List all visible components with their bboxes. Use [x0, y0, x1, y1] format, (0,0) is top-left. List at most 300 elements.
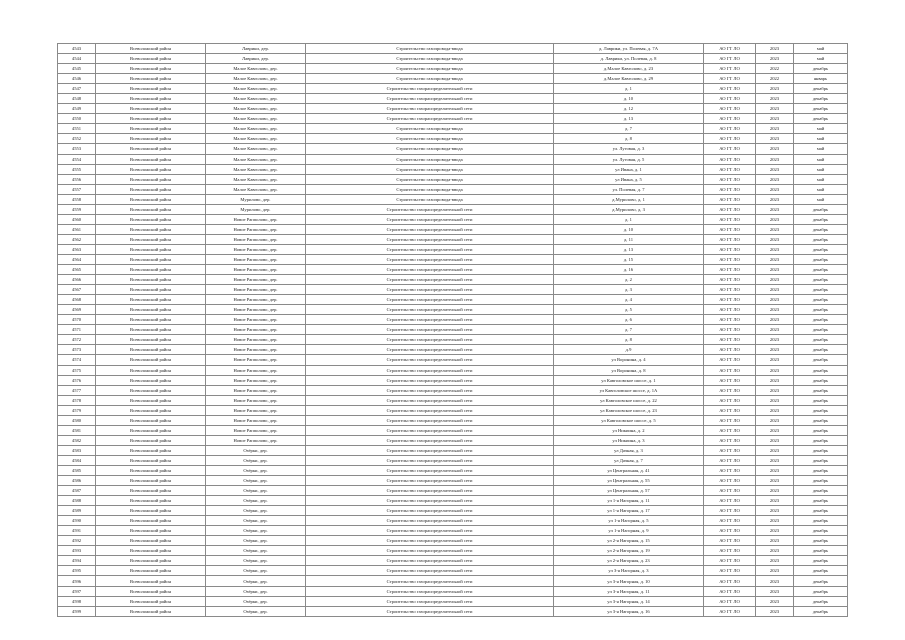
month-cell: декабрь: [794, 425, 848, 435]
table-row: [58, 94, 848, 104]
row-number: 4574: [58, 355, 96, 365]
district-cell: Всеволожский район: [96, 435, 206, 445]
table-row: [58, 184, 848, 194]
year-cell: 2023: [756, 506, 794, 516]
organization-cell: АО ГТ ЛО: [704, 385, 756, 395]
district-cell: Всеволожский район: [96, 64, 206, 74]
row-number: 4576: [58, 375, 96, 385]
year-cell: 2023: [756, 566, 794, 576]
month-cell: декабрь: [794, 275, 848, 285]
address-cell: д. 8: [554, 134, 704, 144]
district-cell: Всеволожский район: [96, 114, 206, 124]
settlement-cell: Озёрки, дер.: [206, 526, 306, 536]
row-number: 4587: [58, 486, 96, 496]
work-type-cell: Строительство газораспределительной сети: [306, 114, 554, 124]
row-number: 4560: [58, 214, 96, 224]
work-type-cell: Строительство газопровода-ввода: [306, 164, 554, 174]
work-type-cell: Строительство газораспределительной сети: [306, 204, 554, 214]
month-cell: декабрь: [794, 254, 848, 264]
organization-cell: АО ГТ ЛО: [704, 395, 756, 405]
year-cell: 2023: [756, 435, 794, 445]
address-cell: д. 15: [554, 254, 704, 264]
organization-cell: АО ГТ ЛО: [704, 546, 756, 556]
settlement-cell: Новое Рапполово, дер.: [206, 224, 306, 234]
month-cell: декабрь: [794, 576, 848, 586]
year-cell: 2023: [756, 556, 794, 566]
table-row: [58, 365, 848, 375]
month-cell: декабрь: [794, 305, 848, 315]
month-cell: декабрь: [794, 94, 848, 104]
district-cell: Всеволожский район: [96, 214, 206, 224]
district-cell: Всеволожский район: [96, 134, 206, 144]
address-cell: ул 2-я Нагорная, д. 23: [554, 556, 704, 566]
document-page: [57, 43, 847, 617]
month-cell: декабрь: [794, 395, 848, 405]
address-cell: ул Кавголовское шоссе, д. 22: [554, 395, 704, 405]
settlement-cell: Новое Рапполово, дер.: [206, 214, 306, 224]
district-cell: Всеволожский район: [96, 154, 206, 164]
district-cell: Всеволожский район: [96, 506, 206, 516]
month-cell: май: [794, 44, 848, 54]
address-cell: ул Кавголовское шоссе, д. 1: [554, 375, 704, 385]
work-type-cell: Строительство газораспределительной сети: [306, 325, 554, 335]
address-cell: ул Никиина, д. 2: [554, 425, 704, 435]
year-cell: 2023: [756, 254, 794, 264]
table-row: [58, 556, 848, 566]
row-number: 4577: [58, 385, 96, 395]
settlement-cell: Малое Кавголово, дер.: [206, 64, 306, 74]
year-cell: 2023: [756, 596, 794, 606]
organization-cell: АО ГТ ЛО: [704, 375, 756, 385]
row-number: 4579: [58, 405, 96, 415]
address-cell: ул Ивана, д. 5: [554, 174, 704, 184]
row-number: 4558: [58, 194, 96, 204]
organization-cell: АО ГТ ЛО: [704, 305, 756, 315]
table-row: [58, 486, 848, 496]
organization-cell: АО ГТ ЛО: [704, 285, 756, 295]
month-cell: декабрь: [794, 415, 848, 425]
work-type-cell: Строительство газопровода-ввода: [306, 124, 554, 134]
organization-cell: АО ГТ ЛО: [704, 435, 756, 445]
row-number: 4573: [58, 345, 96, 355]
table-row: [58, 275, 848, 285]
address-cell: д. 10: [554, 224, 704, 234]
month-cell: декабрь: [794, 315, 848, 325]
year-cell: 2023: [756, 184, 794, 194]
table-row: [58, 506, 848, 516]
year-cell: 2023: [756, 295, 794, 305]
work-type-cell: Строительство газораспределительной сети: [306, 345, 554, 355]
settlement-cell: Озёрки, дер.: [206, 556, 306, 566]
row-number: 4594: [58, 556, 96, 566]
year-cell: 2023: [756, 84, 794, 94]
district-cell: Всеволожский район: [96, 244, 206, 254]
organization-cell: АО ГТ ЛО: [704, 586, 756, 596]
organization-cell: АО ГТ ЛО: [704, 516, 756, 526]
table-row: [58, 144, 848, 154]
table-row: [58, 84, 848, 94]
settlement-cell: Новое Рапполово, дер.: [206, 385, 306, 395]
settlement-cell: Новое Рапполово, дер.: [206, 355, 306, 365]
year-cell: 2023: [756, 234, 794, 244]
address-cell: ул 3-я Нагорная, д. 11: [554, 586, 704, 596]
work-type-cell: Строительство газопровода-ввода: [306, 154, 554, 164]
settlement-cell: Озёрки, дер.: [206, 506, 306, 516]
district-cell: Всеволожский район: [96, 74, 206, 84]
organization-cell: АО ГТ ЛО: [704, 184, 756, 194]
settlement-cell: Малое Кавголово, дер.: [206, 124, 306, 134]
work-type-cell: Строительство газораспределительной сети: [306, 526, 554, 536]
district-cell: Всеволожский район: [96, 395, 206, 405]
address-cell: д. 13: [554, 114, 704, 124]
year-cell: 2023: [756, 244, 794, 254]
work-type-cell: Строительство газопровода-ввода: [306, 134, 554, 144]
year-cell: 2023: [756, 315, 794, 325]
month-cell: декабрь: [794, 365, 848, 375]
district-cell: Всеволожский район: [96, 224, 206, 234]
address-cell: д.Мурилово, д. 3: [554, 204, 704, 214]
year-cell: 2023: [756, 526, 794, 536]
district-cell: Всеволожский район: [96, 536, 206, 546]
work-type-cell: Строительство газораспределительной сети: [306, 536, 554, 546]
settlement-cell: Новое Рапполово, дер.: [206, 405, 306, 415]
table-row: [58, 445, 848, 455]
month-cell: декабрь: [794, 506, 848, 516]
row-number: 4566: [58, 275, 96, 285]
table-row: [58, 325, 848, 335]
row-number: 4548: [58, 94, 96, 104]
settlement-cell: Малое Кавголово, дер.: [206, 184, 306, 194]
address-cell: д. 5: [554, 305, 704, 315]
table-row: [58, 375, 848, 385]
table-row: [58, 194, 848, 204]
organization-cell: АО ГТ ЛО: [704, 265, 756, 275]
year-cell: 2023: [756, 355, 794, 365]
year-cell: 2022: [756, 74, 794, 84]
settlement-cell: Озёрки, дер.: [206, 546, 306, 556]
work-type-cell: Строительство газораспределительной сети: [306, 254, 554, 264]
row-number: 4589: [58, 506, 96, 516]
address-cell: ул Воронина, д. 4: [554, 355, 704, 365]
address-cell: ул Ивана, д. 1: [554, 164, 704, 174]
organization-cell: АО ГТ ЛО: [704, 224, 756, 234]
work-type-cell: Строительство газораспределительной сети: [306, 465, 554, 475]
district-cell: Всеволожский район: [96, 174, 206, 184]
district-cell: Всеволожский район: [96, 606, 206, 616]
district-cell: Всеволожский район: [96, 204, 206, 214]
row-number: 4578: [58, 395, 96, 405]
month-cell: декабрь: [794, 405, 848, 415]
address-cell: ул Кавголовское шоссе, д. 23: [554, 405, 704, 415]
settlement-cell: Озёрки, дер.: [206, 486, 306, 496]
month-cell: декабрь: [794, 265, 848, 275]
address-cell: д. 1: [554, 214, 704, 224]
settlement-cell: Лаврики, дер.: [206, 54, 306, 64]
organization-cell: АО ГТ ЛО: [704, 335, 756, 345]
row-number: 4592: [58, 536, 96, 546]
district-cell: Всеволожский район: [96, 496, 206, 506]
address-cell: д. 16: [554, 265, 704, 275]
year-cell: 2023: [756, 285, 794, 295]
district-cell: Всеволожский район: [96, 234, 206, 244]
organization-cell: АО ГТ ЛО: [704, 64, 756, 74]
table-row: [58, 476, 848, 486]
year-cell: 2023: [756, 194, 794, 204]
month-cell: май: [794, 174, 848, 184]
table-row: [58, 335, 848, 345]
work-type-cell: Строительство газораспределительной сети: [306, 586, 554, 596]
row-number: 4597: [58, 586, 96, 596]
year-cell: 2023: [756, 415, 794, 425]
work-type-cell: Строительство газораспределительной сети: [306, 395, 554, 405]
work-type-cell: Строительство газораспределительной сети: [306, 244, 554, 254]
year-cell: 2023: [756, 365, 794, 375]
district-cell: Всеволожский район: [96, 385, 206, 395]
work-type-cell: Строительство газораспределительной сети: [306, 556, 554, 566]
table-row: [58, 455, 848, 465]
table-row: [58, 355, 848, 365]
work-type-cell: Строительство газораспределительной сети: [306, 486, 554, 496]
table-row: [58, 435, 848, 445]
address-cell: ул 3-я Нагорная, д. 3: [554, 566, 704, 576]
settlement-cell: Новое Рапполово, дер.: [206, 325, 306, 335]
work-type-cell: Строительство газораспределительной сети: [306, 305, 554, 315]
table-row: [58, 204, 848, 214]
address-cell: ул Дачная, д. 3: [554, 445, 704, 455]
row-number: 4544: [58, 54, 96, 64]
organization-cell: АО ГТ ЛО: [704, 405, 756, 415]
year-cell: 2023: [756, 54, 794, 64]
organization-cell: АО ГТ ЛО: [704, 104, 756, 114]
table-row: [58, 214, 848, 224]
row-number: 4563: [58, 244, 96, 254]
district-cell: Всеволожский район: [96, 455, 206, 465]
work-type-cell: Строительство газопровода-ввода: [306, 44, 554, 54]
district-cell: Всеволожский район: [96, 546, 206, 556]
organization-cell: АО ГТ ЛО: [704, 214, 756, 224]
work-type-cell: Строительство газораспределительной сети: [306, 94, 554, 104]
year-cell: 2023: [756, 455, 794, 465]
month-cell: декабрь: [794, 476, 848, 486]
row-number: 4588: [58, 496, 96, 506]
organization-cell: АО ГТ ЛО: [704, 486, 756, 496]
month-cell: декабрь: [794, 84, 848, 94]
year-cell: 2023: [756, 265, 794, 275]
district-cell: Всеволожский район: [96, 285, 206, 295]
district-cell: Всеволожский район: [96, 275, 206, 285]
organization-cell: АО ГТ ЛО: [704, 114, 756, 124]
work-type-cell: Строительство газопровода-ввода: [306, 144, 554, 154]
year-cell: 2023: [756, 486, 794, 496]
district-cell: Всеволожский район: [96, 104, 206, 114]
work-type-cell: Строительство газопровода-ввода: [306, 74, 554, 84]
settlement-cell: Новое Рапполово, дер.: [206, 234, 306, 244]
year-cell: 2023: [756, 335, 794, 345]
settlement-cell: Новое Рапполово, дер.: [206, 425, 306, 435]
year-cell: 2023: [756, 516, 794, 526]
month-cell: декабрь: [794, 465, 848, 475]
work-type-cell: Строительство газораспределительной сети: [306, 375, 554, 385]
year-cell: 2023: [756, 476, 794, 486]
row-number: 4543: [58, 44, 96, 54]
work-type-cell: Строительство газораспределительной сети: [306, 435, 554, 445]
row-number: 4568: [58, 295, 96, 305]
month-cell: май: [794, 54, 848, 64]
table-row: [58, 114, 848, 124]
organization-cell: АО ГТ ЛО: [704, 54, 756, 64]
organization-cell: АО ГТ ЛО: [704, 84, 756, 94]
row-number: 4570: [58, 315, 96, 325]
year-cell: 2023: [756, 305, 794, 315]
organization-cell: АО ГТ ЛО: [704, 506, 756, 516]
table-row: [58, 536, 848, 546]
district-cell: Всеволожский район: [96, 516, 206, 526]
month-cell: январь: [794, 74, 848, 84]
district-cell: Всеволожский район: [96, 445, 206, 455]
district-cell: Всеволожский район: [96, 355, 206, 365]
organization-cell: АО ГТ ЛО: [704, 576, 756, 586]
year-cell: 2023: [756, 154, 794, 164]
settlement-cell: Озёрки, дер.: [206, 606, 306, 616]
year-cell: 2023: [756, 445, 794, 455]
table-row: [58, 124, 848, 134]
address-cell: ул 2-я Нагорная, д. 19: [554, 546, 704, 556]
year-cell: 2023: [756, 325, 794, 335]
row-number: 4553: [58, 144, 96, 154]
work-type-cell: Строительство газораспределительной сети: [306, 496, 554, 506]
table-row: [58, 315, 848, 325]
district-cell: Всеволожский район: [96, 465, 206, 475]
settlement-cell: Малое Кавголово, дер.: [206, 84, 306, 94]
row-number: 4557: [58, 184, 96, 194]
address-cell: д.9: [554, 345, 704, 355]
year-cell: 2023: [756, 576, 794, 586]
row-number: 4595: [58, 566, 96, 576]
address-cell: д. Лаврики, ул. Полевая, д. 8: [554, 54, 704, 64]
settlement-cell: Новое Рапполово, дер.: [206, 365, 306, 375]
row-number: 4555: [58, 164, 96, 174]
organization-cell: АО ГТ ЛО: [704, 124, 756, 134]
year-cell: 2023: [756, 124, 794, 134]
address-cell: д. Лаврики, ул. Полевая, д. 7А: [554, 44, 704, 54]
month-cell: декабрь: [794, 104, 848, 114]
table-row: [58, 415, 848, 425]
row-number: 4580: [58, 415, 96, 425]
month-cell: декабрь: [794, 445, 848, 455]
organization-cell: АО ГТ ЛО: [704, 606, 756, 616]
settlement-cell: Новое Рапполово, дер.: [206, 244, 306, 254]
settlement-cell: Озёрки, дер.: [206, 496, 306, 506]
address-cell: д. 2: [554, 275, 704, 285]
year-cell: 2023: [756, 496, 794, 506]
district-cell: Всеволожский район: [96, 486, 206, 496]
year-cell: 2023: [756, 425, 794, 435]
work-type-cell: Строительство газопровода-ввода: [306, 54, 554, 64]
work-type-cell: Строительство газораспределительной сети: [306, 104, 554, 114]
organization-cell: АО ГТ ЛО: [704, 496, 756, 506]
gasification-schedule-table: [57, 43, 848, 617]
row-number: 4547: [58, 84, 96, 94]
settlement-cell: Новое Рапполово, дер.: [206, 265, 306, 275]
organization-cell: АО ГТ ЛО: [704, 315, 756, 325]
organization-cell: АО ГТ ЛО: [704, 275, 756, 285]
organization-cell: АО ГТ ЛО: [704, 194, 756, 204]
year-cell: 2023: [756, 375, 794, 385]
organization-cell: АО ГТ ЛО: [704, 345, 756, 355]
year-cell: 2023: [756, 345, 794, 355]
address-cell: ул 3-я Нагорная, д. 10: [554, 576, 704, 586]
table-row: [58, 305, 848, 315]
month-cell: декабрь: [794, 204, 848, 214]
address-cell: д. 10: [554, 94, 704, 104]
row-number: 4554: [58, 154, 96, 164]
month-cell: май: [794, 164, 848, 174]
organization-cell: АО ГТ ЛО: [704, 476, 756, 486]
organization-cell: АО ГТ ЛО: [704, 144, 756, 154]
settlement-cell: Озёрки, дер.: [206, 566, 306, 576]
district-cell: Всеволожский район: [96, 124, 206, 134]
settlement-cell: Озёрки, дер.: [206, 455, 306, 465]
settlement-cell: Малое Кавголово, дер.: [206, 154, 306, 164]
address-cell: ул Кавголовское шоссе, д. 1А: [554, 385, 704, 395]
settlement-cell: Мурилово, дер.: [206, 204, 306, 214]
year-cell: 2023: [756, 214, 794, 224]
table-row: [58, 596, 848, 606]
work-type-cell: Строительство газораспределительной сети: [306, 234, 554, 244]
district-cell: Всеволожский район: [96, 335, 206, 345]
district-cell: Всеволожский район: [96, 94, 206, 104]
settlement-cell: Малое Кавголово, дер.: [206, 144, 306, 154]
table-row: [58, 44, 848, 54]
month-cell: декабрь: [794, 285, 848, 295]
address-cell: д. 12: [554, 104, 704, 114]
row-number: 4545: [58, 64, 96, 74]
month-cell: декабрь: [794, 455, 848, 465]
address-cell: д. 4: [554, 295, 704, 305]
row-number: 4584: [58, 455, 96, 465]
month-cell: декабрь: [794, 244, 848, 254]
district-cell: Всеволожский район: [96, 556, 206, 566]
year-cell: 2023: [756, 94, 794, 104]
settlement-cell: Новое Рапполово, дер.: [206, 345, 306, 355]
table-row: [58, 566, 848, 576]
month-cell: декабрь: [794, 295, 848, 305]
table-row: [58, 64, 848, 74]
row-number: 4583: [58, 445, 96, 455]
settlement-cell: Лаврики, дер.: [206, 44, 306, 54]
month-cell: декабрь: [794, 375, 848, 385]
address-cell: ул. Луговая, д. 5: [554, 154, 704, 164]
work-type-cell: Строительство газораспределительной сети: [306, 566, 554, 576]
year-cell: 2023: [756, 405, 794, 415]
table-row: [58, 224, 848, 234]
year-cell: 2023: [756, 465, 794, 475]
year-cell: 2023: [756, 204, 794, 214]
row-number: 4586: [58, 476, 96, 486]
organization-cell: АО ГТ ЛО: [704, 465, 756, 475]
district-cell: Всеволожский район: [96, 164, 206, 174]
work-type-cell: Строительство газораспределительной сети: [306, 425, 554, 435]
organization-cell: АО ГТ ЛО: [704, 566, 756, 576]
row-number: 4559: [58, 204, 96, 214]
address-cell: ул Центральная, д. 41: [554, 465, 704, 475]
address-cell: ул. Полевая, д. 7: [554, 184, 704, 194]
work-type-cell: Строительство газопровода-ввода: [306, 174, 554, 184]
address-cell: д. 8: [554, 335, 704, 345]
table-row: [58, 496, 848, 506]
work-type-cell: Строительство газораспределительной сети: [306, 265, 554, 275]
settlement-cell: Новое Рапполово, дер.: [206, 415, 306, 425]
